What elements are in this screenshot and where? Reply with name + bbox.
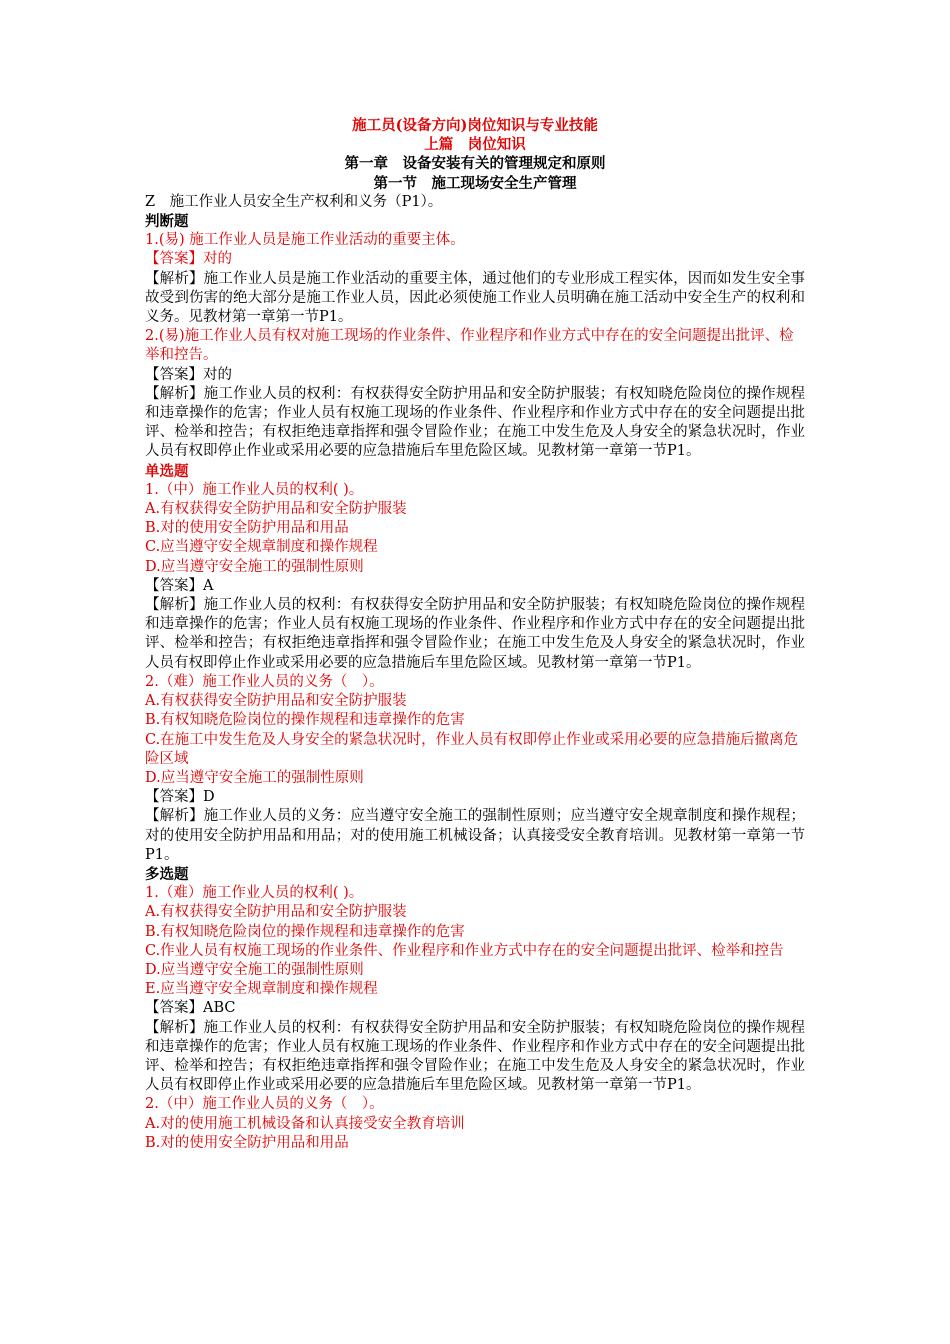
judgment-q2-question: 2.(易)施工作业人员有权对施工现场的作业条件、作业程序和作业方式中存在的安全问题提出批评、检举和控告。 [145, 328, 794, 364]
single-q2-option-d: D.应当遵守安全施工的强制性原则 [145, 769, 364, 786]
single-q1-option-d: D.应当遵守安全施工的强制性原则 [145, 558, 364, 575]
book-title: 施工员(设备方向)岗位知识与专业技能 [352, 117, 598, 134]
single-q2-analysis: 【解析】施工作业人员的义务：应当遵守安全施工的强制性原则；应当遵守安全规章制度和操作规程；对的使用安全防护用品和用品；对的使用施工机械设备；认真接受安全教育培训。见教材第一章第一节P1。 [145, 808, 805, 863]
single-q1-question: 1.（中）施工作业人员的权利( )。 [145, 481, 364, 498]
multi-q1-answer: 【答案】ABC [145, 1000, 236, 1017]
document-content [145, 116, 805, 1153]
multi-heading: 多选题 [145, 865, 189, 883]
multi-q1-question: 1.（难）施工作业人员的权利( )。 [145, 885, 364, 902]
single-q1-option-a: A.有权获得安全防护用品和安全防护服装 [145, 501, 407, 518]
judgment-q1-question: 1.(易) 施工作业人员是施工作业活动的重要主体。 [145, 232, 465, 249]
single-q1-answer: 【答案】A [145, 577, 214, 594]
judgment-q2-analysis: 【解析】施工作业人员的权利：有权获得安全防护用品和安全防护服装；有权知晓危险岗位的操作规程和违章操作的危害；作业人员有权施工现场的作业条件、作业程序和作业方式中存在的安全问题提出批评、检举和控告；有权拒绝违章指挥和强令冒险作业；在施工中发生危及人身安全的紧急状况时，作业人员有权即停止作业或采用必要的应急措施后车里危险区域。见教材第一章第一节P1。 [145, 385, 805, 460]
judgment-heading: 判断题 [145, 213, 189, 231]
multi-q1-option-d: D.应当遵守安全施工的强制性原则 [145, 961, 364, 978]
chapter-title: 第一章 设备安装有关的管理规定和原则 [344, 155, 606, 173]
multi-q1-analysis: 【解析】施工作业人员的权利：有权获得安全防护用品和安全防护服装；有权知晓危险岗位的操作规程和违章操作的危害；作业人员有权施工现场的作业条件、作业程序和作业方式中存在的安全问题提出批评、检举和控告；有权拒绝违章指挥和强令冒险作业；在施工中发生危及人身安全的紧急状况时，作业人员有权即停止作业或采用必要的应急措施后车里危险区域。见教材第一章第一节P1。 [145, 1019, 805, 1094]
topic-line: Z 施工作业人员安全生产权利和义务（P1）。 [145, 193, 443, 210]
multi-q2-question: 2.（中）施工作业人员的义务（ ）。 [145, 1096, 384, 1113]
judgment-q2-answer: 【答案】对的 [145, 366, 232, 383]
judgment-q1-analysis: 【解析】施工作业人员是施工作业活动的重要主体，通过他们的专业形成工程实体，因而如发生安全事故受到伤害的绝大部分是施工作业人员，因此必须使施工作业人员明确在施工活动中安全生产的权利和义务。见教材第一章第一节P1。 [145, 270, 805, 326]
single-q1-option-c: C.应当遵守安全规章制度和操作规程 [145, 539, 378, 556]
multi-q1-option-e: E.应当遵守安全规章制度和操作规程 [145, 981, 378, 998]
multi-q1-option-b: B.有权知晓危险岗位的操作规程和违章操作的危害 [145, 923, 465, 940]
multi-q1-option-a: A.有权获得安全防护用品和安全防护服装 [145, 904, 407, 921]
judgment-q1-answer: 【答案】对的 [145, 251, 232, 268]
single-q1-option-b: B.对的使用安全防护用品和用品 [145, 520, 349, 537]
single-heading: 单选题 [145, 462, 189, 480]
multi-q1-option-c: C.作业人员有权施工现场的作业条件、作业程序和作业方式中存在的安全问题提出批评、检举和控告 [145, 942, 784, 959]
single-q1-analysis: 【解析】施工作业人员的权利：有权获得安全防护用品和安全防护服装；有权知晓危险岗位的操作规程和违章操作的危害；作业人员有权施工现场的作业条件、作业程序和作业方式中存在的安全问题提出批评、检举和控告；有权拒绝违章指挥和强令冒险作业；在施工中发生危及人身安全的紧急状况时，作业人员有权即停止作业或采用必要的应急措施后车里危险区域。见教材第一章第一节P1。 [145, 597, 805, 671]
single-q2-option-a: A.有权获得安全防护用品和安全防护服装 [145, 693, 407, 710]
part-title: 上篇 岗位知识 [424, 136, 526, 154]
multi-q2-option-b: B.对的使用安全防护用品和用品 [145, 1134, 349, 1151]
multi-q2-option-a: A.对的使用施工机械设备和认真接受安全教育培训 [145, 1115, 465, 1132]
section-title: 第一节 施工现场安全生产管理 [373, 174, 577, 192]
single-q2-option-c: C.在施工中发生危及人身安全的紧急状况时，作业人员有权即停止作业或采用必要的应急措施后撤离危险区域 [145, 731, 799, 767]
title-block [145, 116, 805, 193]
single-q2-answer: 【答案】D [145, 789, 215, 806]
single-q2-option-b: B.有权知晓危险岗位的操作规程和违章操作的危害 [145, 712, 465, 729]
single-q2-question: 2.（难）施工作业人员的义务（ ）。 [145, 673, 384, 690]
